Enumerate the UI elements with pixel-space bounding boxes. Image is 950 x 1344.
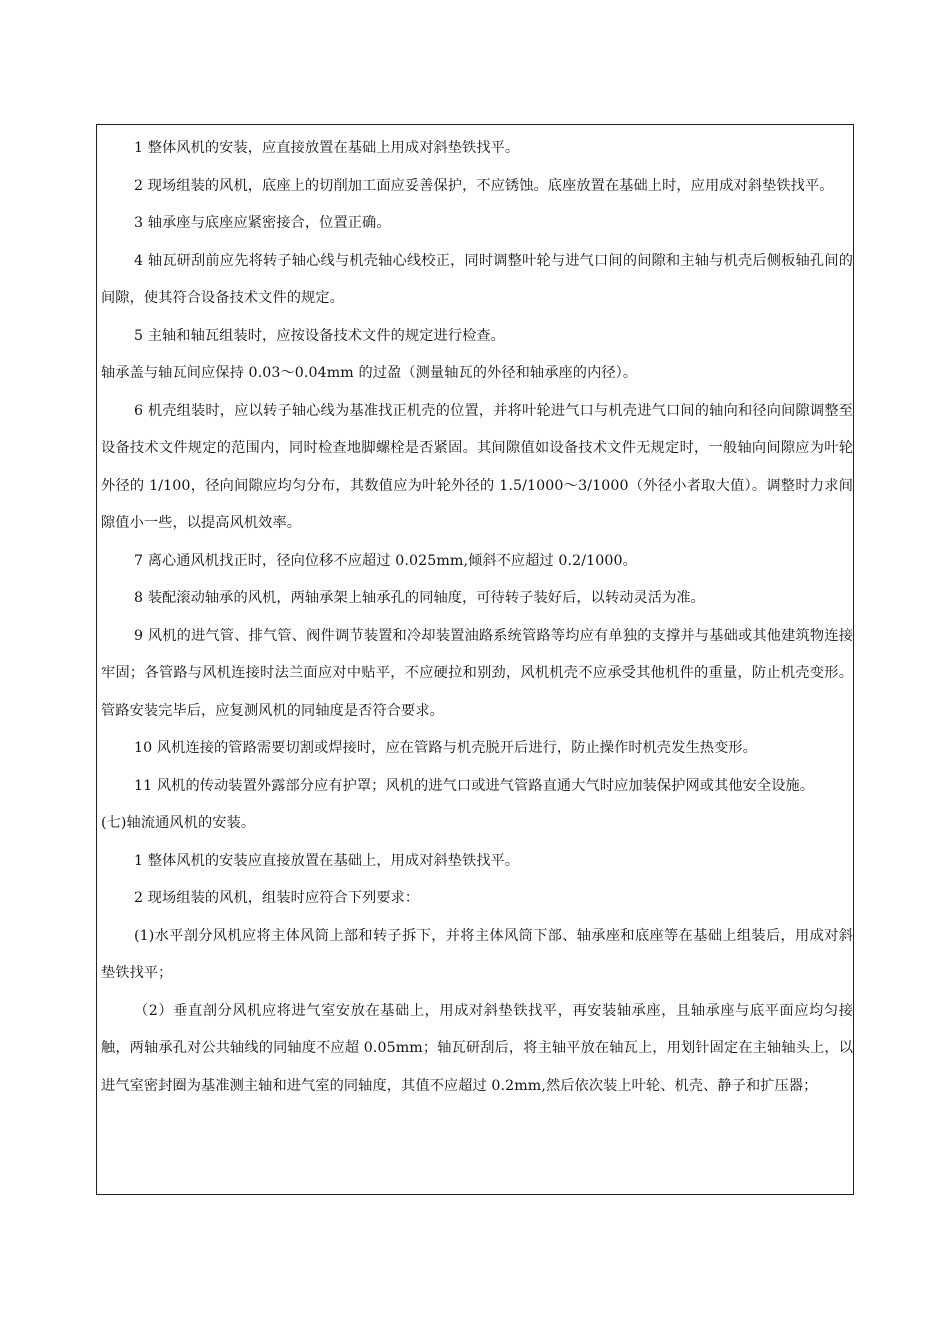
paragraph-5-note: 轴承盖与轴瓦间应保持 0.03～0.04mm 的过盈（测量轴瓦的外径和轴承座的内径）。	[101, 365, 638, 381]
document-body	[101, 130, 853, 1105]
paragraph-3: 3 轴承座与底座应紧密接合，位置正确。	[134, 215, 391, 231]
paragraph-8: 8 装配滚动轴承的风机，两轴承架上轴承孔的同轴度，可待转子装好后，以转动灵活为准。	[134, 590, 705, 606]
paragraph-axial-2-2: （2）垂直剖分风机应将进气室安放在基础上，用成对斜垫铁找平，再安装轴承座，且轴承座与底平面应均匀接触，两轴承孔对公共轴线的同轴度不应超 0.05mm；轴瓦研刮后，将主轴平放在轴瓦上，用划针固定在主轴轴头上，以进气室密封圈为基准测主轴和进气室的同轴度，其值不应超过 0.2mm,然后依次装上叶轮、机壳、静子和扩压器；	[101, 1002, 853, 1094]
paragraph-axial-1: 1 整体风机的安装应直接放置在基础上，用成对斜垫铁找平。	[134, 852, 520, 869]
section-heading-7: (七)轴流通风机的安装。	[101, 815, 256, 831]
paragraph-9: 9 风机的进气管、排气管、阀件调节装置和冷却装置油路系统管路等均应有单独的支撑并与基础或其他建筑物连接牢固；各管路与风机连接时法兰面应对中贴平，不应硬拉和别劲，风机机壳不应承受其他机件的重量，防止机壳变形。管路安装完毕后，应复测风机的同轴度是否符合要求。	[101, 627, 853, 719]
paragraph-axial-2-1: (1)水平剖分风机应将主体风筒上部和转子拆下，并将主体风筒下部、轴承座和底座等在基础上组装后，用成对斜垫铁找平；	[101, 927, 853, 981]
paragraph-11: 11 风机的传动装置外露部分应有护罩；风机的进气口或进气管路直通大气时应加装保护网或其他安全设施。	[134, 777, 815, 794]
paragraph-2: 2 现场组装的风机，底座上的切削加工面应妥善保护，不应锈蚀。底座放置在基础上时，应用成对斜垫铁找平。	[134, 177, 834, 194]
paragraph-10: 10 风机连接的管路需要切割或焊接时，应在管路与机壳脱开后进行，防止操作时机壳发生热变形。	[134, 740, 757, 756]
paragraph-4: 4 轴瓦研刮前应先将转子轴心线与机壳轴心线校正，同时调整叶轮与进气口间的间隙和主轴与机壳后侧板轴孔间的间隙，使其符合设备技术文件的规定。	[101, 252, 853, 306]
paragraph-6: 6 机壳组装时，应以转子轴心线为基准找正机壳的位置，并将叶轮进气口与机壳进气口间的轴向和径向间隙调整至设备技术文件规定的范围内，同时检查地脚螺栓是否紧固。其间隙值如设备技术文件无规定时，一般轴向间隙应为叶轮外径的 1/100，径向间隙应均匀分布，其数值应为叶轮外径的 1.5/1000～3/1000（外径小者取大值）。调整时力求间隙值小一些，以提高风机效率。	[101, 402, 853, 531]
paragraph-1: 1 整体风机的安装，应直接放置在基础上用成对斜垫铁找平。	[134, 140, 520, 156]
paragraph-7: 7 离心通风机找正时，径向位移不应超过 0.025mm,倾斜不应超过 0.2/1000。	[134, 552, 637, 569]
paragraph-axial-2: 2 现场组装的风机，组装时应符合下列要求：	[134, 890, 420, 906]
paragraph-5: 5 主轴和轴瓦组装时，应按设备技术文件的规定进行检查。	[134, 327, 505, 344]
document-frame	[96, 124, 854, 1195]
